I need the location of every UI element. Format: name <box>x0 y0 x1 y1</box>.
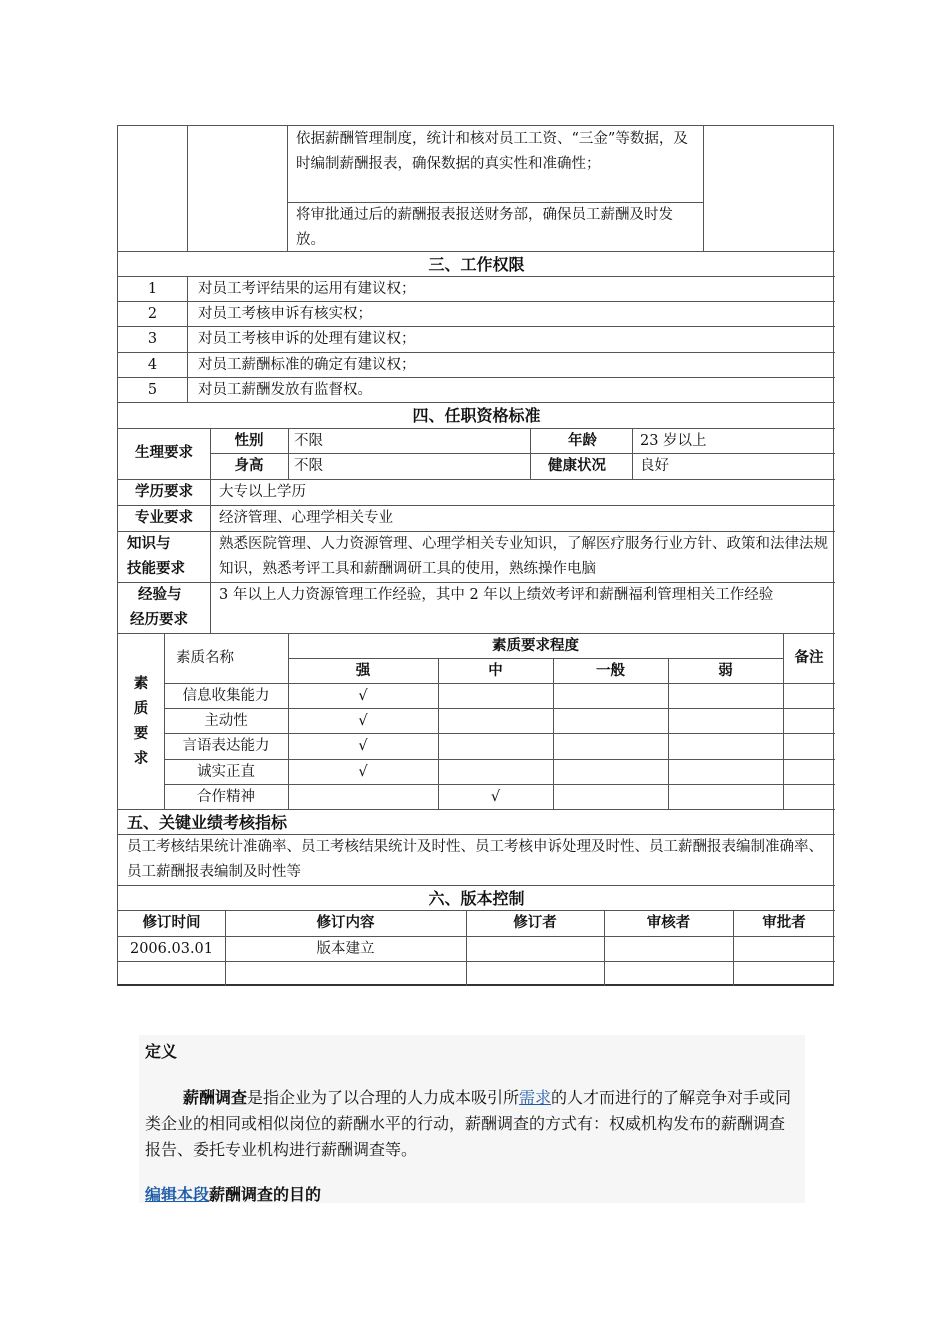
definition-heading: 定义 <box>145 1042 178 1061</box>
quality-check-medium: √ <box>490 789 501 805</box>
level-medium: 中 <box>488 663 503 679</box>
height-label: 身高 <box>234 458 264 474</box>
level-strong: 强 <box>355 663 371 679</box>
section4-title: 四、任职资格标准 <box>412 406 541 425</box>
quality-check-strong <box>288 785 438 809</box>
quality-name: 主动性 <box>204 713 248 729</box>
version-content: 版本建立 <box>316 941 375 957</box>
remark-header: 备注 <box>794 650 824 666</box>
height-value: 不限 <box>294 458 323 474</box>
next-section-heading <box>145 1182 321 1205</box>
version-header-content: 修订内容 <box>316 915 375 931</box>
definition-text-2: 的人才而进行的了解竞争对手或同类企业的相同或相似岗位的薪酬水平的行动，薪酬调查的方式有：权威机构发布的薪酬调查报告、委托专业机构进行薪酬调查等。 <box>145 1088 792 1159</box>
health-label: 健康状况 <box>548 458 606 474</box>
authority-no: 1 <box>147 281 158 297</box>
authority-text: 对员工薪酬标准的确定有建议权； <box>198 357 416 373</box>
authority-no: 3 <box>147 331 158 347</box>
gender-label: 性别 <box>234 433 264 449</box>
physical-label: 生理要求 <box>135 445 193 461</box>
section6-title: 六、版本控制 <box>428 889 525 908</box>
quality-check-medium <box>438 709 553 733</box>
kpi-text: 员工考核结果统计准确率、员工考核结果统计及时性、员工考核申诉处理及时性、员工薪酬报表编制准确率、员工薪酬报表编制及时性等 <box>127 839 823 880</box>
section5-title: 五、关键业绩考核指标 <box>127 813 288 832</box>
gender-value: 不限 <box>294 433 323 449</box>
experience-label-line1: 经验与 <box>138 587 182 603</box>
job-description-table <box>117 125 834 986</box>
experience-label-line2: 经历要求 <box>130 612 188 628</box>
quality-check-strong: √ <box>358 764 368 780</box>
level-general: 一般 <box>596 663 625 679</box>
age-value: 23 岁以上 <box>640 433 707 449</box>
authority-text: 对员工考核申诉的处理有建议权； <box>198 331 416 347</box>
demand-link[interactable]: 需求 <box>519 1088 552 1107</box>
quality-check-strong: √ <box>358 713 368 729</box>
quality-name: 诚实正直 <box>197 764 255 780</box>
edit-section-link[interactable]: 编辑本段 <box>145 1185 210 1204</box>
authority-text: 对员工考核申诉有核实权； <box>198 306 372 322</box>
quality-label-char: 要 <box>133 726 149 742</box>
quality-degree-header: 素质要求程度 <box>492 638 579 654</box>
definition-text-1: 是指企业为了以合理的人力成本吸引所 <box>247 1088 520 1107</box>
definition-panel <box>139 1035 805 1203</box>
duty-item-submit: 将审批通过后的薪酬报表报送财务部，确保员工薪酬及时发放。 <box>296 207 673 248</box>
authority-no: 4 <box>147 357 158 373</box>
definition-term: 薪酬调查 <box>183 1088 248 1107</box>
quality-label-char: 质 <box>133 701 149 717</box>
quality-name-header: 素质名称 <box>176 650 234 666</box>
authority-no: 5 <box>147 382 158 398</box>
major-value: 经济管理、心理学相关专业 <box>219 510 393 526</box>
section3-title: 三、工作权限 <box>428 255 525 274</box>
quality-label-char: 求 <box>133 751 149 767</box>
education-value: 大专以上学历 <box>219 484 306 500</box>
definition-paragraph <box>145 1085 797 1163</box>
quality-name: 信息收集能力 <box>182 688 270 704</box>
purpose-heading: 薪酬调查的目的 <box>209 1185 322 1204</box>
quality-check-medium <box>438 734 553 759</box>
level-weak: 弱 <box>718 663 733 679</box>
knowledge-label-line2: 技能要求 <box>127 561 185 577</box>
knowledge-value: 熟悉医院管理、人力资源管理、心理学相关专业知识，了解医疗服务行业方针、政策和法律法规知识，熟悉考评工具和薪酬调研工具的使用，熟练操作电脑 <box>219 536 828 577</box>
quality-check-strong: √ <box>358 738 368 754</box>
authority-text: 对员工薪酬发放有监督权。 <box>198 382 372 398</box>
version-header-date: 修订时间 <box>142 915 201 931</box>
version-header-reviewer: 审核者 <box>646 915 691 931</box>
version-date: 2006.03.01 <box>129 941 214 957</box>
major-label: 专业要求 <box>135 510 193 526</box>
version-header-reviser: 修订者 <box>513 915 557 931</box>
version-header-approver: 审批者 <box>762 915 806 931</box>
experience-value: 3 年以上人力资源管理工作经验，其中 2 年以上绩效考评和薪酬福利管理相关工作经验 <box>219 587 774 603</box>
education-label: 学历要求 <box>135 484 193 500</box>
quality-check-medium <box>438 684 553 708</box>
quality-name: 言语表达能力 <box>182 738 270 754</box>
quality-label-char: 素 <box>133 676 149 692</box>
authority-no: 2 <box>147 306 158 322</box>
age-label: 年龄 <box>568 433 597 449</box>
quality-name: 合作精神 <box>197 789 255 805</box>
knowledge-label-line1: 知识与 <box>127 536 171 552</box>
quality-check-strong: √ <box>358 688 368 704</box>
authority-text: 对员工考评结果的运用有建议权； <box>198 281 416 297</box>
quality-check-medium <box>438 760 553 784</box>
duty-item-statistics: 依据薪酬管理制度，统计和核对员工工资、“三金”等数据，及时编制薪酬报表，确保数据的真实性和准确性； <box>296 131 688 172</box>
health-value: 良好 <box>640 458 669 474</box>
